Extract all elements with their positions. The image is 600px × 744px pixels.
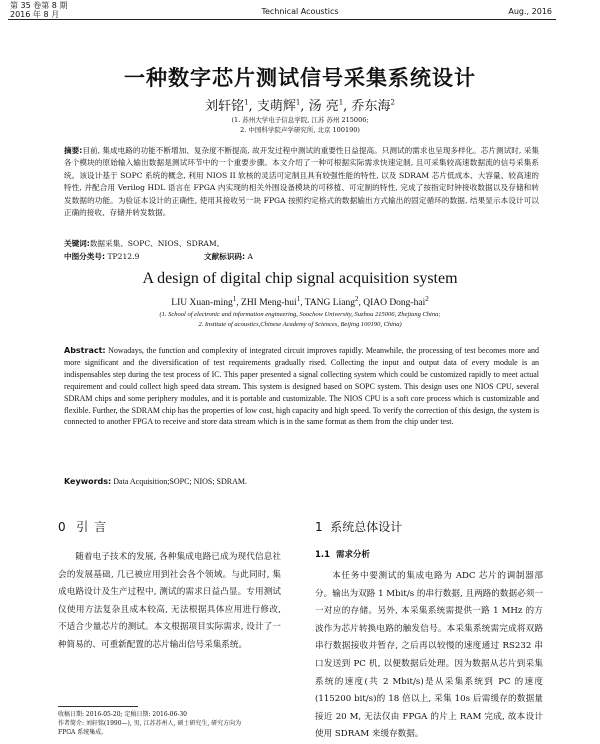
authors-en: LIU Xuan-ming$^1$, ZHI Meng-hui$^1$, TANG Liang$^2$, QIAO Dong-hai$^2$ (171, 295, 429, 309)
running-header (0, 0, 600, 20)
footnote-rule (58, 706, 138, 707)
document-code: 文献标识码: A (204, 252, 253, 261)
section-heading-system: 1 系统总体设计 (315, 520, 403, 534)
paper-title-cn: 一种数字芯片测试信号采集系统设计 (124, 66, 476, 90)
intro-paragraph: 随着电子技术的发展, 各种集成电路已成为现代信息社会的发展基础, 几已被应用到社会各个领域。与此同时, 集成电路设计及生产过程中, 测试的需求日益凸显。专用测试仪使用方法复杂且成本较高, 无法根据具体应用进行修改, 不适合少量芯片的测试。本文根据项目实际需求, 设计了一种简易的、可重新配置的芯片输出信号采集系统。 (58, 552, 281, 650)
classification: 中图分类号: TP212.9 文献标识码: A (64, 251, 539, 263)
header-volume: 第 35 卷第 8 期 (10, 1, 68, 10)
author-cn-3: 汤 亮 (308, 99, 339, 114)
authors-cn: 刘轩铭$^1$, 支萌辉$^1$, 汤 亮$^1$, 乔东海$^2$ (205, 98, 395, 114)
paper-title-en: A design of digital chip signal acquisition system (142, 270, 458, 287)
author-cn-2: 支萌辉 (256, 99, 296, 114)
keywords-en: Keywords: Data Acquisition;SOPC; NIOS; SDRAM. (64, 477, 248, 486)
keywords-cn: 关键词:数据采集、SOPC、NIOS、SDRAM。 (64, 239, 225, 248)
header-rule (8, 19, 556, 20)
header-journal-en: Technical Acoustics (261, 7, 339, 16)
requirements-paragraph: 本任务中要测试的集成电路为 ADC 芯片的调制器部分。输出为双路 1 Mbit/s 的串行数据, 且两路的数据必须一一对应的存储。另外, 本采集系统需提供一路 1 MHz 的方波作为芯片转换电路的触发信号。本采集系统需完成将双路串行数据接收并暂存, 之后再以较慢的速度通过 RS232 串口发送到 PC 机, 以便数据后处理。因为数据从芯片到采集系统的速度(共 2 Mbit/s)是从采集系统到 PC 的速度(115200 bit/s)的 18 倍以上, 采集 10s 后需缓存的数据量接近 20 M, 无法仅由 FPGA 的片上 RAM 完成, 故本设计使用 SDRAM 来缓存数据。 (315, 571, 543, 740)
footnote: 收稿日期: 2016-05-20; 定稿日期: 2016-06-30 作者简介: 刘轩铭(1990—), 男, 江苏苏州人, 硕士研究生, 研究方向为 FPGA 系统集成。 (58, 711, 242, 736)
section-heading-intro: 0 引 言 (58, 520, 108, 534)
author-cn-1: 刘轩铭 (205, 99, 245, 114)
affiliations-cn: (1. 苏州大学电子信息学院, 江苏 苏州 215006; 2. 中国科学院声学研究所, 北京 100190) (231, 116, 369, 134)
abstract-en: Abstract: Nowadays, the function and complexity of integrated circuit improves rapidly. Meanwhile, the processing of test becomes more and more significant and the diversification of test requirements gradually rised. Collecting the input and output data of every module is an indispensables step during the test process of IC. This paper presented a signal collecting system which could be customized rapidly to meet actual requirement and could collect high speed data stream. This system is designed based on SOPC system. This design uses one NIOS CPU, several SDRAM chips and some periphery modules, and it is portable and customizable. The NIOS CPU is a soft core process which is customizable and flexible. Further, the SDRAM chip has the properties of low cost, high capacity and high speed. To verify the correction of this design, the system is connected to another FPGA to receive and store data stream which is in the same format as them from the chip under test. (64, 346, 540, 427)
affiliations-en: (1. School of electronic and information engineering, Soochow University, Suzhou 215006, Zhejiang China; 2. Institute of acoustics,Chinese Academy of Sciences, Beijing 100190, China) (159, 311, 441, 328)
author-cn-4: 乔东海 (351, 99, 391, 114)
subsection-heading-requirements: 1.1 需求分析 (315, 550, 370, 560)
header-date-en: Aug., 2016 (508, 7, 552, 16)
header-date: 2016 年 8 月 (10, 10, 60, 19)
abstract-cn: 摘要:目前, 集成电路的功能不断增加、复杂度不断提高, 故开发过程中测试的重要性日益提高。只测试的需求也呈现多样化。芯片测试时, 采集各个模块的原始输入输出数据是测试环节中的一个重要步骤。本文介绍了一种可根据实际需求快速定制, 且可采集较高速数据流的信号采集系统。该设计基于 SOPC 系统的概念, 利用 NIOS II 软核的灵活可定制且具有较强性能的特性, 以及 SDRAM 芯片低成本、大容量、较高速的特性, 并配合用 Verilog HDL 语言在 FPGA 内实现的相关外围设备模块的可移植、可定制的特性, 完成了按指定时钟接收数据以及存储和转发数据的功能。为验证本设计的正确性, 使用其接收另一块 FPGA 按照约定格式的数据输出方式输出的固定循环的数据, 结果显示本设计可以正确的接收、存储并转发数据。 (64, 146, 539, 218)
